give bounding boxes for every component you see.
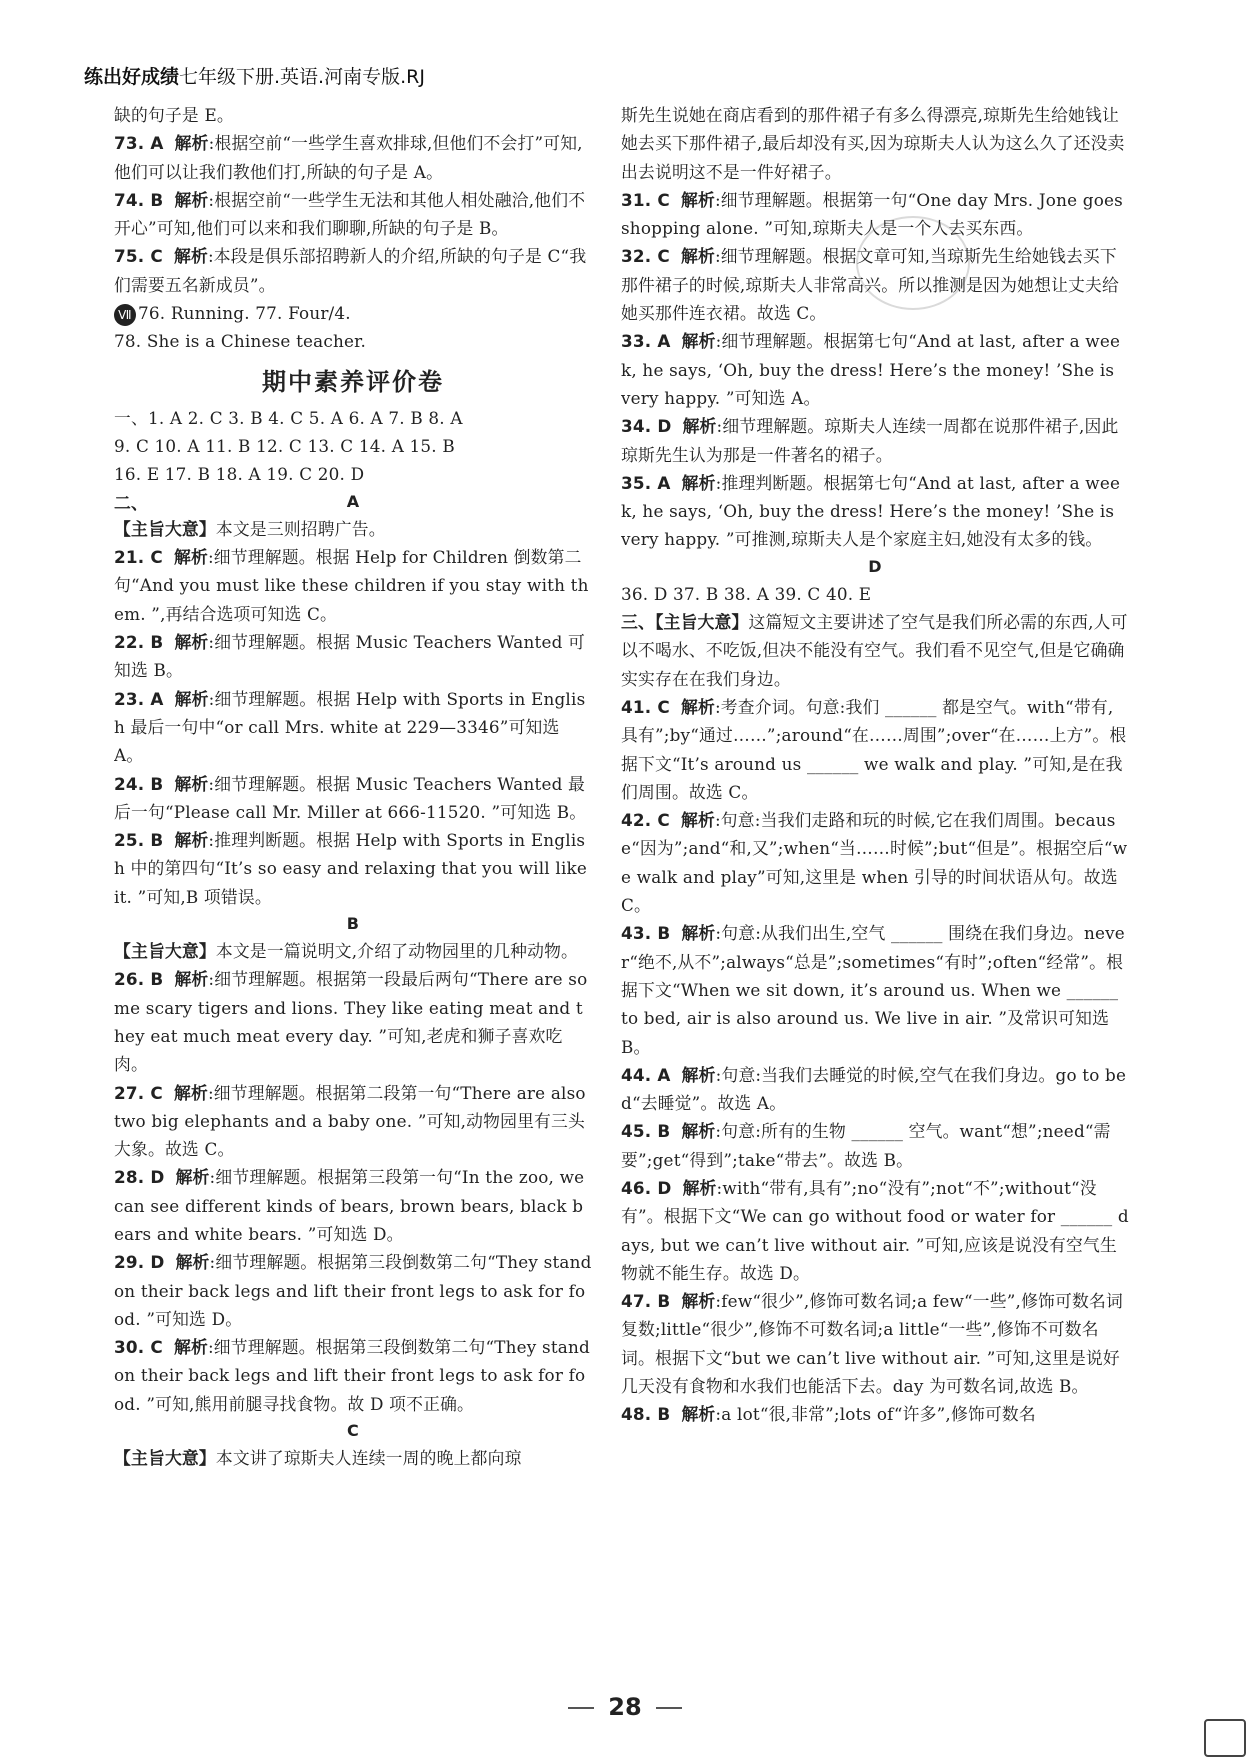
answer-key-row: 9. C 10. A 11. B 12. C 13. C 14. A 15. B [114,435,455,456]
page-header [84,62,1166,89]
answer-74: 74. B 解析:根据空前“一些学生无法和其他人相处融洽,他们不开心”可知,他们可以来和我们聊聊,所缺的句子是 B。 [114,189,586,239]
answer-44: 44. A 解析:句意:当我们去睡觉的时候,空气在我们身边。go to bed“去睡觉”。故选 A。 [621,1064,1127,1114]
section-three-main-idea: 三、【主旨大意】这篇短文主要讲述了空气是我们所必需的东西,人可以不喝水、不吃饭,但决不能没有空气。我们看不见空气,但是它确确实实存在在我们身边。 [621,612,1128,689]
right-column [621,101,1129,1646]
passage-letter-a: A [346,491,360,511]
answer-21: 21. C 解析:细节理解题。根据 Help for Children 倒数第二句“And you must like these children if you stay with them. ”,再结合选项可知选 C。 [114,547,589,624]
answer-key-row: 一、1. A 2. C 3. B 4. C 5. A 6. A 7. B 8. A [114,407,463,428]
answer-34: 34. D 解析:细节理解题。琼斯夫人连续一周都在说那件裙子,因此琼斯先生认为那是一件著名的裙子。 [621,416,1119,465]
answer-23: 23. A 解析:细节理解题。根据 Help with Sports in English 最后一句中“or call Mrs. white at 229—3346”可知选 A。 [114,688,586,766]
answer-25: 25. B 解析:推理判断题。根据 Help with Sports in English 中的第四句“It’s so easy and relaxing that you will like it. ”可知,B 项错误。 [114,830,588,907]
answer-75: 75. C 解析:本段是俱乐部招聘新人的介绍,所缺的句子是 C“我们需要五名新成员”。 [114,246,587,295]
answer-33: 33. A 解析:细节理解题。根据第七句“And at last, after a week, he says, ‘Oh, buy the dress! Here’s the money! ’She is very happy. ”可知选 A。 [621,331,1121,408]
answer-24: 24. B 解析:细节理解题。根据 Music Teachers Wanted 最后一句“Please call Mr. Miller at 666-11520. ”可知选 B。 [114,773,587,822]
passage-letter-b: B [346,914,360,934]
answer-22: 22. B 解析:细节理解题。根据 Music Teachers Wanted 可知选 B。 [114,632,586,681]
main-idea-b: 【主旨大意】本文是一篇说明文,介绍了动物园里的几种动物。 [114,941,579,962]
answer-28: 28. D 解析:细节理解题。根据第三段第一句“In the zoo, we can see different kinds of bears, brown bears, black bears and white bears. ”可知选 D。 [114,1167,585,1244]
book-brand: 练出好成绩 [84,66,180,88]
page-number-dash-right [656,1707,682,1709]
answer-27: 27. C 解析:细节理解题。根据第二段第一句“There are also two big elephants and a baby one. ”可知,动物园里有三头大象。故选 C。 [114,1082,586,1160]
passage-letter-d: D [868,556,882,576]
answer-43: 43. B 解析:句意:从我们出生,空气 ______ 围绕在我们身边。never“绝不,从不”;always“总是”;sometimes“有时”;often“经常”。根据下文“When we sit down, it’s around us. When we ______ to bed, air is also around us. We live in air. ”及常识可知选 B。 [621,923,1125,1057]
section-title: 期中素养评价卷 [262,366,444,396]
answer-73: 73. A 解析:根据空前“一些学生喜欢排球,但他们不会打”可知,他们可以让我们教他们打,所缺的句子是 A。 [114,133,583,182]
book-subtitle: 七年级下册.英语.河南专版.RJ [179,66,425,88]
left-column [114,101,592,1646]
answer-29: 29. D 解析:细节理解题。根据第三段倒数第二句“They stand on their back legs and lift their front legs to ask for food. ”可知选 D。 [114,1252,592,1329]
binding-edge-strip [1168,780,1198,1480]
answer-key-row: 16. E 17. B 18. A 19. C 20. D [114,464,365,485]
passage-letter-c: C [347,1421,359,1441]
page-number-dash-left [568,1707,594,1709]
corner-mark-icon [1204,1719,1246,1757]
answer-47: 47. B 解析:few“很少”,修饰可数名词;a few“一些”,修饰可数名词复数;little“很少”,修饰不可数名词;a little“一些”,修饰不可数名词。根据下文“but we can’t live without air. ”可知,这里是说好几天没有食物和水我们也能活下去。day 为可数名词,故选 B。 [621,1291,1123,1397]
answer-45: 45. B 解析:句意:所有的生物 ______ 空气。want“想”;need“需要”;get“得到”;take“带去”。故选 B。 [621,1121,1111,1170]
section-two-heading: 二、 [114,492,148,513]
section-badge: Ⅶ [114,304,136,326]
answer-78: 78. She is a Chinese teacher. [114,331,367,352]
answer-41: 41. C 解析:考查介词。句意:我们 ______ 都是空气。with“带有,具有”;by“通过……”;around“在……周围”;over“在……上方”。根据下文“It’s around us ______ we walk and play. ”可知,是在我们周围。故选 C。 [621,696,1127,802]
text-continuation: 斯先生说她在商店看到的那件裙子有多么得漂亮,琼斯先生给她钱让她去买下那件裙子,最后却没有买,因为琼斯夫人认为这么久了还没卖出去说明这不是一件好裙子。 [621,105,1125,182]
answer-32: 32. C 解析:细节理解题。根据文章可知,当琼斯先生给她钱去买下那件裙子的时候,琼斯夫人非常高兴。所以推测是因为她想让丈夫给她买那件连衣裙。故选 C。 [621,246,1119,324]
answer-26: 26. B 解析:细节理解题。根据第一段最后两句“There are some scary tigers and lions. They like eating meat and they eat much meat every day. ”可知,老虎和狮子喜欢吃肉。 [114,969,588,1075]
main-idea-a: 【主旨大意】本文是三则招聘广告。 [114,518,386,539]
answer-42: 42. C 解析:句意:当我们走路和玩的时候,它在我们周围。because“因为”;and“和,又”;when“当……时候”;but“但是”。根据空后“we walk and play”可知,这里是 when 引导的时间状语从句。故选 C。 [621,810,1128,916]
answer-76-77: Ⅶ 76. Running. 77. Four/4. [114,299,592,327]
answer-35: 35. A 解析:推理判断题。根据第七句“And at last, after a week, he says, ‘Oh, buy the dress! Here’s the money! ’She is very happy. ”可推测,琼斯夫人是个家庭主妇,她没有太多的钱。 [621,472,1121,550]
answer-48: 48. B 解析:a lot“很,非常”;lots of“许多”,修饰可数名 [621,1404,1036,1425]
answer-30: 30. C 解析:细节理解题。根据第三段倒数第二句“They stand on their back legs and lift their front legs to ask for food. ”可知,熊用前腿寻找食物。故 D 项不正确。 [114,1337,590,1414]
page-number: 28 [0,1693,1250,1721]
text-line: 缺的句子是 E。 [114,105,234,125]
main-idea-c: 【主旨大意】本文讲了琼斯夫人连续一周的晚上都向琼 [114,1448,522,1469]
answer-31: 31. C 解析:细节理解题。根据第一句“One day Mrs. Jone goes shopping alone. ”可知,琼斯夫人是一个人去买东西。 [621,189,1123,239]
answer-46: 46. D 解析:with“带有,具有”;no“没有”;not“不”;without“没有”。根据下文“We can go without food or water for ______ days, but we can’t live without air. ”可知,应该是说没有空气生物就不能生存。故选 D。 [621,1177,1129,1283]
answer-key-row: 36. D 37. B 38. A 39. C 40. E [621,583,872,604]
